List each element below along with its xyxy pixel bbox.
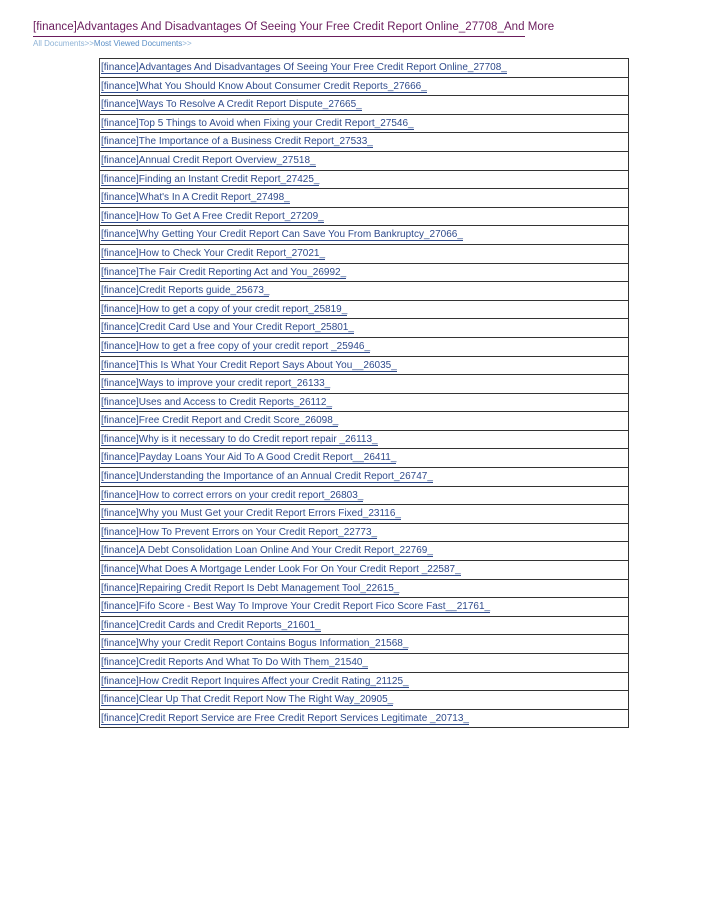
document-link-label: [finance]A Debt Consolidation Loan Online And Your Credit Report_22769_ [101, 545, 433, 557]
document-link-label: [finance]How to correct errors on your credit report_26803_ [101, 489, 364, 501]
document-link[interactable] [100, 561, 628, 580]
document-link-label: [finance]Why you Must Get your Credit Report Errors Fixed_23116_ [101, 508, 401, 520]
breadcrumb-most-viewed-link[interactable]: Most Viewed Documents [93, 39, 183, 48]
document-link-label: [finance]How to get a copy of your credit report_25819_ [101, 303, 348, 315]
document-link-label: [finance]Ways to improve your credit report_26133_ [101, 378, 331, 390]
document-link[interactable] [100, 226, 628, 245]
document-link[interactable] [100, 617, 628, 636]
document-link-label: [finance]How Credit Report Inquires Affect your Credit Rating_21125_ [101, 675, 409, 687]
document-link[interactable] [100, 96, 628, 115]
document-link[interactable] [100, 133, 628, 152]
document-link-label: [finance]How to Check Your Credit Report_27021_ [101, 247, 326, 259]
title-divider [33, 36, 525, 37]
document-link[interactable] [100, 78, 628, 97]
document-link-label: [finance]Credit Report Service are Free Credit Report Services Legitimate _20713_ [101, 712, 469, 724]
document-link[interactable] [100, 245, 628, 264]
document-link[interactable] [100, 635, 628, 654]
document-list [99, 58, 629, 728]
document-link[interactable] [100, 319, 628, 338]
document-link-label: [finance]Ways To Resolve A Credit Report Dispute_27665_ [101, 99, 362, 111]
document-link[interactable] [100, 505, 628, 524]
document-link[interactable] [100, 487, 628, 506]
document-link-label: [finance]Credit Reports guide_25673_ [101, 285, 270, 297]
document-link-label: [finance]Fifo Score - Best Way To Improve Your Credit Report Fico Score Fast__21761_ [101, 601, 491, 613]
document-link[interactable] [100, 412, 628, 431]
document-link-label: [finance]Why Getting Your Credit Report Can Save You From Bankruptcy_27066_ [101, 229, 463, 241]
document-link[interactable] [100, 394, 628, 413]
document-link[interactable] [100, 710, 628, 729]
document-link[interactable] [100, 449, 628, 468]
document-link[interactable] [100, 301, 628, 320]
document-link[interactable] [100, 580, 628, 599]
document-link[interactable] [100, 357, 628, 376]
page-title: [finance]Advantages And Disadvantages Of Seeing Your Free Credit Report Online_27708_And More [33, 21, 555, 33]
document-link-label: [finance]How to get a free copy of your credit report _25946_ [101, 340, 371, 352]
document-link[interactable] [100, 171, 628, 190]
document-link-label: [finance]Clear Up That Credit Report Now The Right Way_20905_ [101, 694, 394, 706]
document-link-label: [finance]Credit Cards and Credit Reports_21601_ [101, 619, 321, 631]
document-link-label: [finance]The Importance of a Business Credit Report_27533_ [101, 136, 373, 148]
document-link-label: [finance]How To Prevent Errors on Your Credit Report_22773_ [101, 526, 378, 538]
document-link-label: [finance]Credit Card Use and Your Credit Report_25801_ [101, 322, 354, 334]
document-link-label: [finance]Why your Credit Report Contains Bogus Information_21568_ [101, 638, 409, 650]
document-link[interactable] [100, 189, 628, 208]
document-link-label: [finance]The Fair Credit Reporting Act and You_26992_ [101, 266, 347, 278]
document-link-label: [finance]This Is What Your Credit Report Says About You__26035_ [101, 359, 397, 371]
document-link-label: [finance]Credit Reports And What To Do With Them_21540_ [101, 657, 368, 668]
document-link-label: [finance]Finding an Instant Credit Report_27425_ [101, 173, 320, 185]
document-link[interactable] [100, 598, 628, 617]
breadcrumb-trailing-separator: >> [182, 39, 192, 48]
document-link-label: [finance]Annual Credit Report Overview_27518_ [101, 154, 316, 166]
breadcrumb-all-documents-link[interactable]: All Documents [33, 39, 85, 48]
document-link-label: [finance]Uses and Access to Credit Reports_26112_ [101, 396, 333, 408]
document-link[interactable] [100, 542, 628, 561]
document-link[interactable] [100, 152, 628, 171]
document-link-label: [finance]What's In A Credit Report_27498_ [101, 192, 290, 204]
document-link-label: [finance]How To Get A Free Credit Report_27209_ [101, 210, 324, 222]
document-link-label: [finance]Repairing Credit Report Is Debt Management Tool_22615_ [101, 582, 400, 594]
document-link-label: [finance]Payday Loans Your Aid To A Good Credit Report__26411_ [101, 452, 397, 464]
document-link[interactable] [100, 59, 628, 78]
document-link[interactable] [100, 115, 628, 134]
document-link[interactable] [100, 654, 628, 673]
document-link[interactable] [100, 375, 628, 394]
document-link-label: [finance]Free Credit Report and Credit Score_26098_ [101, 415, 339, 427]
document-link-label: [finance]Why is it necessary to do Credit report repair _26113_ [101, 433, 378, 445]
document-link-label: [finance]Advantages And Disadvantages Of Seeing Your Free Credit Report Online_27708_ [101, 62, 507, 73]
document-link-label: [finance]What Does A Mortgage Lender Look For On Your Credit Report _22587_ [101, 564, 461, 576]
document-link-label: [finance]What You Should Know About Consumer Credit Reports_27666_ [101, 80, 427, 92]
document-link[interactable] [100, 338, 628, 357]
document-link[interactable] [100, 282, 628, 301]
document-link[interactable] [100, 673, 628, 692]
document-link[interactable] [100, 208, 628, 227]
document-link[interactable] [100, 691, 628, 710]
document-link-label: [finance]Understanding the Importance of an Annual Credit Report_26747_ [101, 471, 433, 483]
document-link[interactable] [100, 264, 628, 283]
breadcrumb-separator: >> [84, 39, 94, 48]
document-link[interactable] [100, 524, 628, 543]
breadcrumb [33, 39, 192, 48]
document-link[interactable] [100, 468, 628, 487]
document-link[interactable] [100, 431, 628, 450]
document-link-label: [finance]Top 5 Things to Avoid when Fixing your Credit Report_27546_ [101, 117, 414, 129]
